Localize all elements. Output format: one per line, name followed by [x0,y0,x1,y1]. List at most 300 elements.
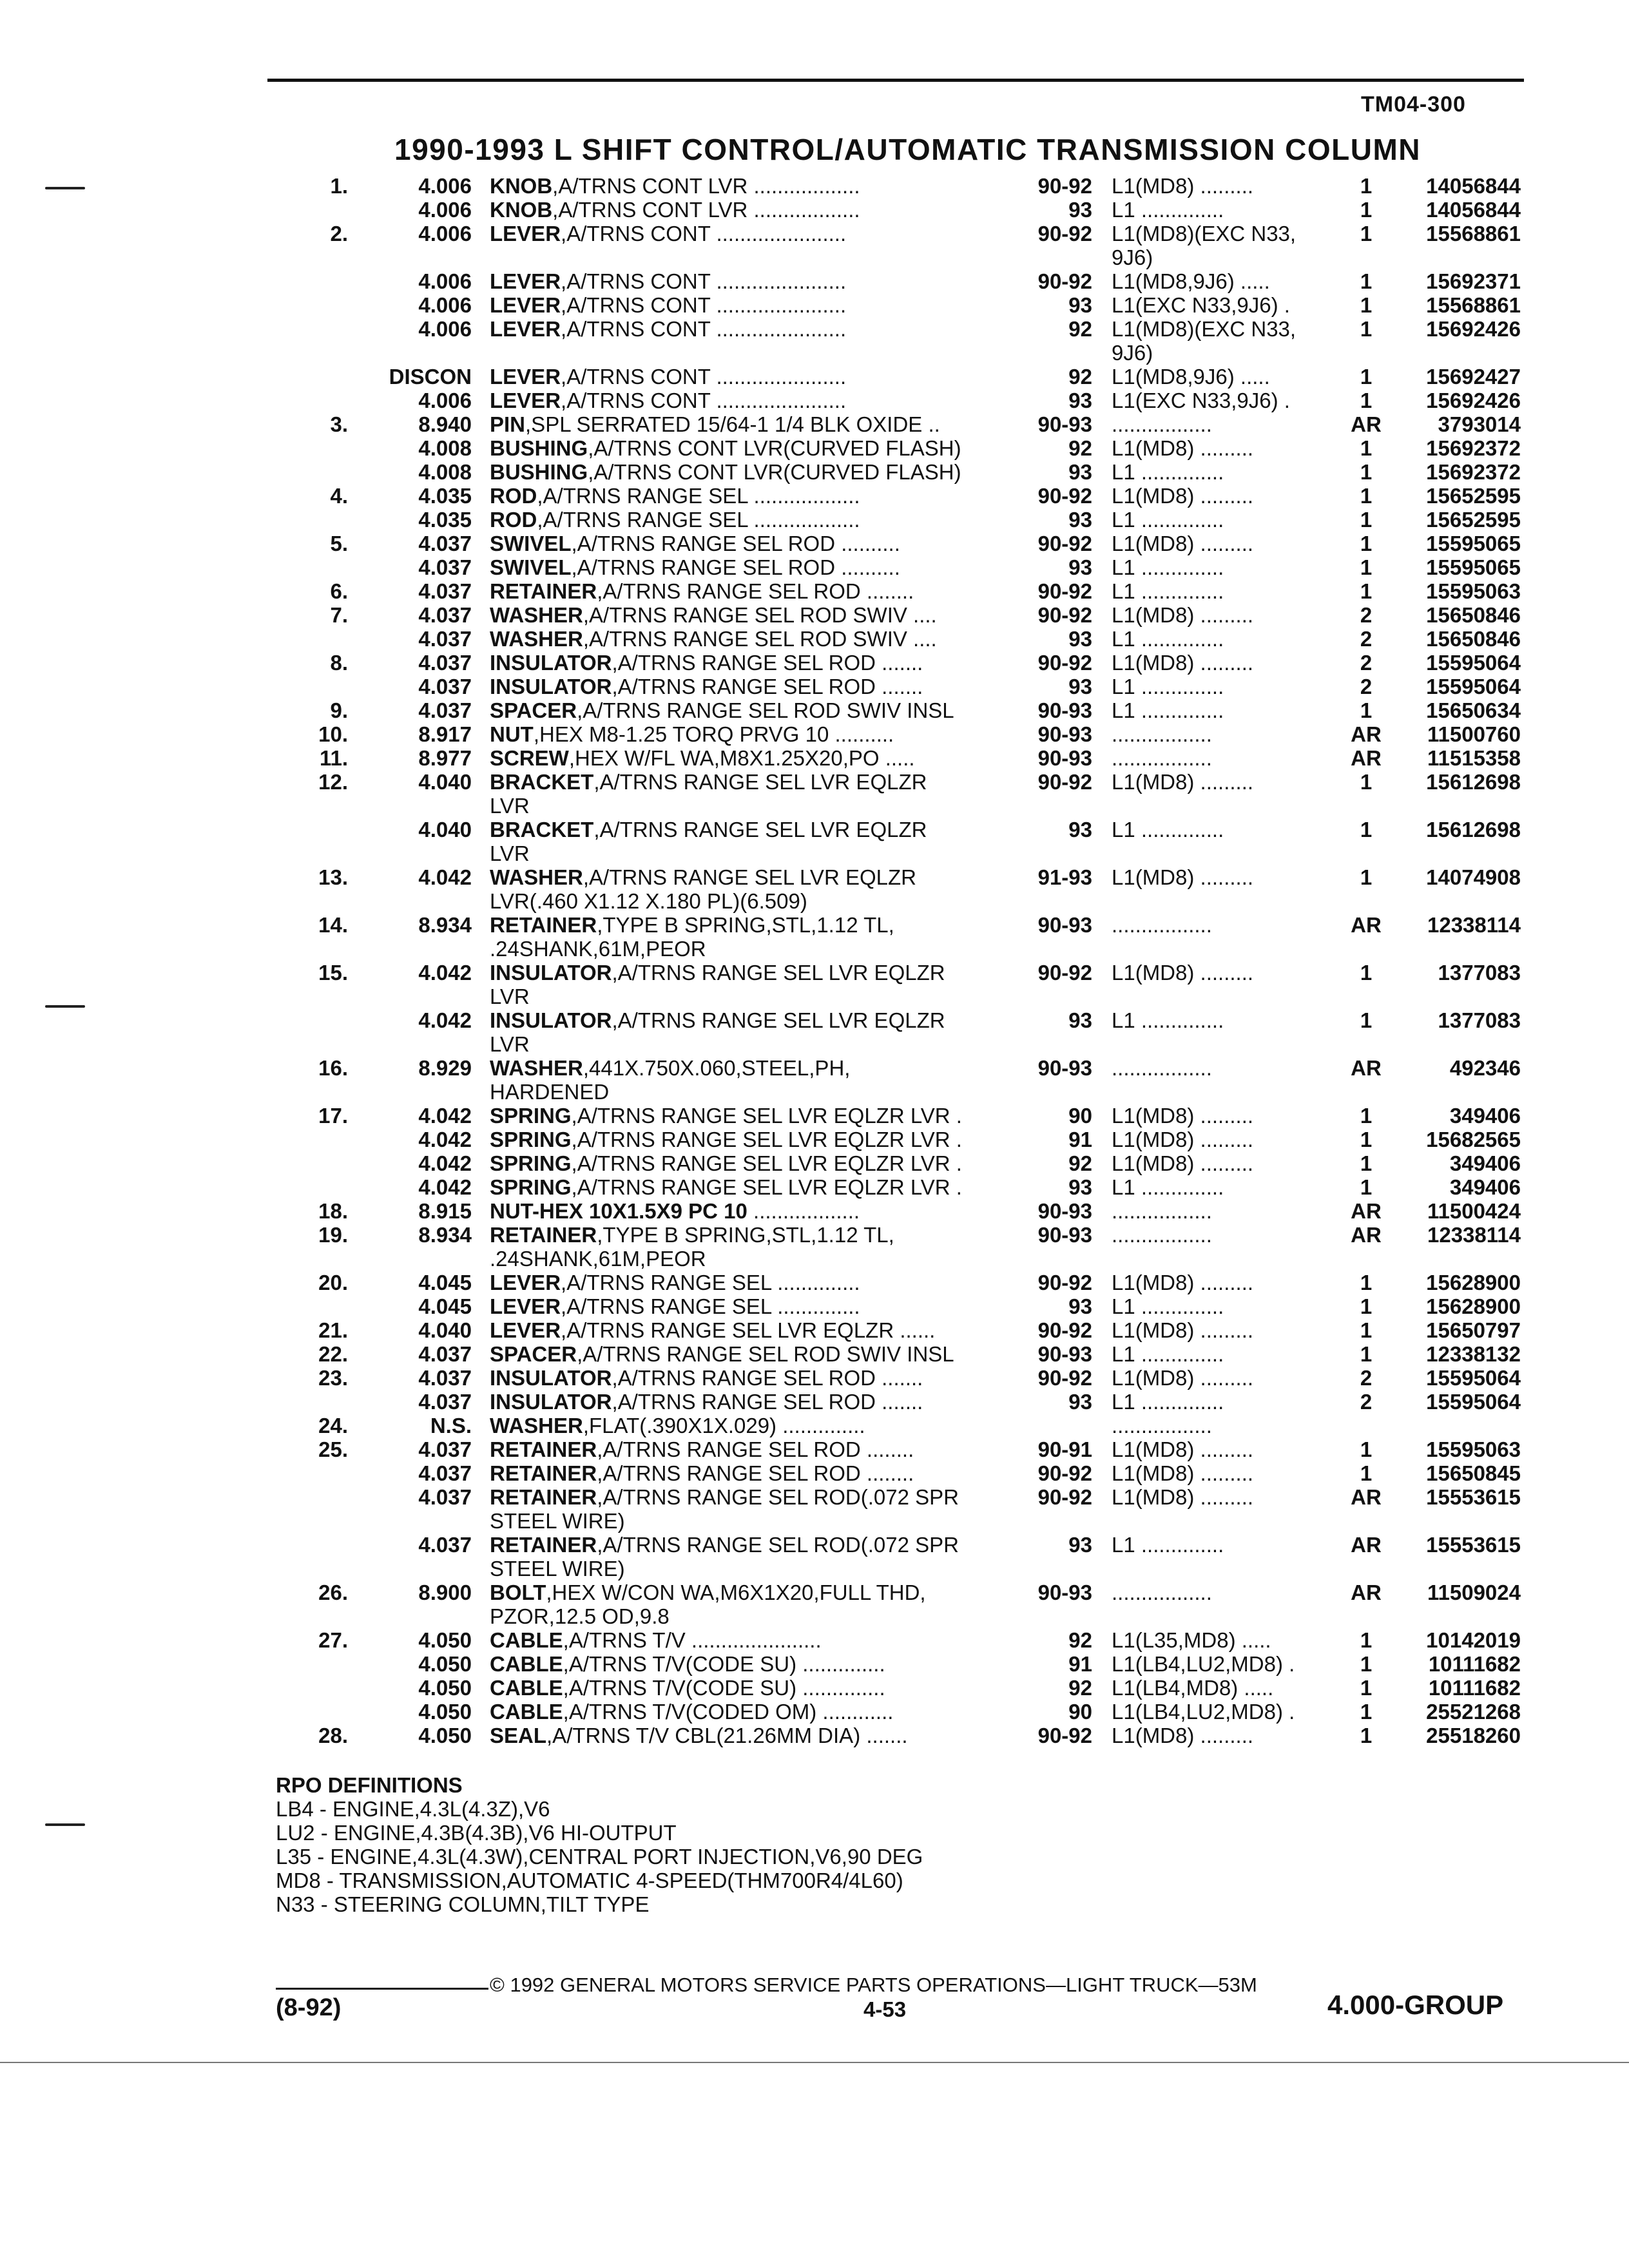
application [1112,460,1334,484]
part-detail: ,SPL SERRATED 15/64-1 1/4 BLK OXIDE .. [525,412,940,436]
application-code: L1(MD8) ......... [1112,1151,1254,1175]
part-detail-continued: LVR(.460 X1.12 X.180 PL)(6.509) [490,889,807,913]
model-years: 90-92 [1037,174,1092,198]
part-row [0,1008,1629,1056]
part-description [490,1581,1012,1628]
part-name: KNOB [490,174,553,198]
part-row [0,1128,1629,1151]
part-description [490,222,1012,245]
quantity: 2 [1360,603,1373,627]
application [1112,293,1334,317]
quantity: 1 [1360,365,1373,389]
part-description [490,293,1012,317]
application [1112,317,1334,365]
part-detail: ,A/TRNS RANGE SEL .................. [537,484,860,508]
quantity: 1 [1360,198,1373,222]
model-years: 90-92 [1037,651,1092,675]
part-name: LEVER [490,269,561,293]
model-years: 92 [1068,1676,1092,1700]
part-row [0,484,1629,508]
part-description [490,389,1012,412]
application-code: L1(MD8) ......... [1112,1485,1254,1509]
application-code: L1(MD8) ......... [1112,174,1254,198]
part-number: 15595064 [1426,651,1521,675]
part-number: 15692427 [1426,365,1521,389]
application [1112,1581,1334,1604]
part-number: 3793014 [1438,412,1521,436]
part-description [490,198,1012,222]
quantity: 2 [1360,1390,1373,1414]
part-detail: ,A/TRNS RANGE SEL ROD .......... [571,532,900,555]
model-years: 90-92 [1037,603,1092,627]
part-detail: ,A/TRNS CONT LVR(CURVED FLASH) [588,436,961,460]
part-number: 15650797 [1426,1318,1521,1342]
group-number: 4.042 [418,1175,472,1199]
model-years: 90 [1068,1700,1092,1724]
part-name: SPRING [490,1104,572,1128]
application [1112,1318,1334,1342]
ref-number: 5. [330,532,348,555]
ref-number: 12. [318,770,348,794]
part-description [490,913,1012,961]
part-name: LEVER [490,317,561,341]
application-code: L1(MD8) ......... [1112,532,1254,555]
part-row [0,1700,1629,1724]
part-description [490,1461,1012,1485]
application-code: L1 .............. [1112,675,1224,698]
part-number: 15692372 [1426,460,1521,484]
ref-number: 9. [330,698,348,722]
application-code-continued: 9J6) [1112,341,1153,365]
part-row [0,1199,1629,1223]
part-number: 10111682 [1428,1652,1521,1676]
part-detail: ,A/TRNS RANGE SEL LVR EQLZR LVR . [571,1104,962,1128]
application-code: L1 .............. [1112,1342,1224,1366]
application-code: L1(MD8) ......... [1112,603,1254,627]
application [1112,1461,1334,1485]
group-number: 4.040 [418,818,472,841]
part-name: CABLE [490,1652,563,1676]
document-number: TM04-300 [1361,92,1466,117]
part-name: ROD [490,484,537,508]
part-number: 11509024 [1427,1581,1521,1604]
part-number: 1377083 [1438,961,1521,985]
quantity: 1 [1360,1318,1373,1342]
part-detail: ,A/TRNS CONT ...................... [561,389,847,412]
quantity: 1 [1360,555,1373,579]
group-number: 4.037 [418,1366,472,1390]
part-name: LEVER [490,1318,561,1342]
part-number: 12338132 [1426,1342,1521,1366]
part-number: 15595065 [1426,555,1521,579]
part-number: 15650845 [1426,1461,1521,1485]
model-years: 91 [1068,1128,1092,1151]
rpo-item: LU2 - ENGINE,4.3B(4.3B),V6 HI-OUTPUT [276,1821,677,1845]
quantity: 1 [1360,961,1373,985]
group-number: 4.006 [418,198,472,222]
part-number: 15692426 [1426,317,1521,341]
copyright-notice: © 1992 GENERAL MOTORS SERVICE PARTS OPERATIONS—LIGHT TRUCK—53M [490,1974,1257,1996]
part-row [0,1581,1629,1628]
model-years: 93 [1068,1175,1092,1199]
application-code: L1(MD8)(EXC N33, [1112,317,1296,341]
group-number: 4.037 [418,1485,472,1509]
model-years: 93 [1068,508,1092,532]
quantity: 1 [1360,818,1373,841]
application-code: L1 .............. [1112,1390,1224,1414]
group-number: 4.042 [418,1151,472,1175]
application-code: ................. [1112,1056,1212,1080]
model-years: 90-93 [1037,1342,1092,1366]
part-row [0,198,1629,222]
part-name: WASHER [490,603,583,627]
application-code: L1(LB4,LU2,MD8) . [1112,1700,1295,1724]
bottom-rule [0,2062,1629,2063]
part-number: 11500424 [1427,1199,1521,1223]
application [1112,675,1334,698]
application [1112,1390,1334,1414]
model-years: 90-92 [1037,269,1092,293]
part-row [0,1271,1629,1294]
part-detail: ,A/TRNS RANGE SEL LVR EQLZR [593,818,927,841]
model-years: 90-93 [1037,913,1092,937]
part-row [0,1390,1629,1414]
part-number: 15553615 [1426,1533,1521,1557]
group-label: 4.000-GROUP [1327,1990,1504,2020]
part-row [0,1437,1629,1461]
part-name: WASHER [490,627,583,651]
part-number: 1377083 [1438,1008,1521,1032]
quantity: 2 [1360,651,1373,675]
part-description [490,627,1012,651]
application [1112,1175,1334,1199]
application-code: L1(L35,MD8) ..... [1112,1628,1271,1652]
part-number: 15650846 [1426,603,1521,627]
part-name: RETAINER [490,1485,597,1509]
part-name: BRACKET [490,818,594,841]
part-row [0,579,1629,603]
group-number: 4.040 [418,1318,472,1342]
part-name: INSULATOR [490,1390,612,1414]
part-number: 25518260 [1426,1724,1521,1747]
group-number: 4.037 [418,1461,472,1485]
part-name: RETAINER [490,1437,597,1461]
ref-number: 28. [318,1724,348,1747]
part-name: LEVER [490,365,561,389]
application-code: L1(MD8) ......... [1112,1437,1254,1461]
part-description [490,1318,1012,1342]
part-description [490,1533,1012,1581]
part-row [0,1414,1629,1437]
part-row [0,460,1629,484]
part-row [0,1485,1629,1533]
model-years: 90-92 [1037,770,1092,794]
part-name: NUT-HEX 10X1.5X9 PC 10 [490,1199,747,1223]
model-years: 92 [1068,436,1092,460]
application-code: L1(MD8) ......... [1112,961,1254,985]
model-years: 92 [1068,317,1092,341]
part-detail: ,A/TRNS RANGE SEL LVR EQLZR LVR . [571,1128,962,1151]
part-name: INSULATOR [490,651,612,675]
model-years: 90-92 [1037,222,1092,245]
ref-number: 3. [330,412,348,436]
part-detail-continued: LVR [490,985,530,1008]
application-code: L1 .............. [1112,1008,1224,1032]
part-description [490,1414,1012,1437]
quantity: 1 [1360,1676,1373,1700]
quantity: AR [1351,1223,1382,1247]
part-number: 11500760 [1427,722,1521,746]
part-description [490,770,1012,818]
part-row [0,603,1629,627]
part-description [490,1008,1012,1056]
quantity: 1 [1360,1294,1373,1318]
application [1112,269,1334,293]
part-row [0,651,1629,675]
part-detail: ,A/TRNS RANGE SEL LVR EQLZR LVR . [571,1151,962,1175]
part-number: 349406 [1449,1151,1521,1175]
model-years: 90-92 [1037,961,1092,985]
group-number: 4.040 [418,770,472,794]
part-row [0,269,1629,293]
part-detail: ,A/TRNS RANGE SEL ROD ....... [612,1366,923,1390]
part-number: 15595064 [1426,675,1521,698]
ref-number: 15. [318,961,348,985]
application-code: ................. [1112,1223,1212,1247]
part-name: WASHER [490,1414,583,1437]
part-number: 10142019 [1426,1628,1521,1652]
part-row [0,1151,1629,1175]
group-number: 4.037 [418,1437,472,1461]
part-description [490,1485,1012,1533]
part-name: BUSHING [490,460,588,484]
part-detail: ,A/TRNS T/V CBL(21.26MM DIA) ....... [546,1724,908,1747]
part-number: 14056844 [1426,198,1521,222]
part-number: 15652595 [1426,508,1521,532]
part-number: 15595063 [1426,1437,1521,1461]
part-detail: ,TYPE B SPRING,STL,1.12 TL, [597,913,894,937]
part-name: LEVER [490,293,561,317]
model-years: 93 [1068,389,1092,412]
part-row [0,1104,1629,1128]
application-code: ................. [1112,1581,1212,1604]
part-row [0,293,1629,317]
application [1112,1008,1334,1032]
part-detail: ,A/TRNS RANGE SEL .............. [561,1294,860,1318]
part-description [490,532,1012,555]
quantity: 1 [1360,698,1373,722]
application [1112,1724,1334,1747]
group-number: 4.006 [418,269,472,293]
quantity: 1 [1360,865,1373,889]
quantity: 2 [1360,675,1373,698]
part-detail: ,A/TRNS RANGE SEL ROD .......... [571,555,900,579]
model-years: 90-92 [1037,484,1092,508]
part-row [0,436,1629,460]
part-description [490,365,1012,389]
application-code: L1 .............. [1112,579,1224,603]
application-code: L1 .............. [1112,508,1224,532]
group-number: 4.045 [418,1294,472,1318]
application [1112,1437,1334,1461]
part-description [490,1652,1012,1676]
part-detail: ,A/TRNS CONT LVR(CURVED FLASH) [588,460,961,484]
part-description [490,1700,1012,1724]
application [1112,1056,1334,1080]
application-code: L1(MD8) ......... [1112,770,1254,794]
group-number: 4.037 [418,1390,472,1414]
group-number: 4.008 [418,436,472,460]
part-row [0,1724,1629,1747]
part-name: CABLE [490,1628,563,1652]
part-name: BOLT [490,1581,546,1604]
rpo-item: MD8 - TRANSMISSION,AUTOMATIC 4-SPEED(THM700R4/4L60) [276,1869,903,1892]
part-number: 15612698 [1426,818,1521,841]
model-years: 90-92 [1037,1318,1092,1342]
part-detail-continued: .24SHANK,61M,PEOR [490,937,706,961]
part-row [0,961,1629,1008]
part-row [0,1318,1629,1342]
model-years: 90-92 [1037,579,1092,603]
group-number: 4.042 [418,961,472,985]
quantity: AR [1351,1581,1382,1604]
group-number: 4.035 [418,484,472,508]
part-detail: ,A/TRNS RANGE SEL ROD ....... [612,1390,923,1414]
part-name: BUSHING [490,436,588,460]
group-number: 4.050 [418,1700,472,1724]
part-detail: ,A/TRNS RANGE SEL ROD(.072 SPR [597,1533,959,1557]
quantity: 1 [1360,579,1373,603]
application-code: L1(EXC N33,9J6) . [1112,293,1290,317]
quantity: 1 [1360,508,1373,532]
application [1112,1128,1334,1151]
application-code: L1 .............. [1112,460,1224,484]
part-detail: ,A/TRNS RANGE SEL LVR EQLZR [612,1008,945,1032]
rpo-item: L35 - ENGINE,4.3L(4.3W),CENTRAL PORT INJECTION,V6,90 DEG [276,1845,923,1869]
part-name: INSULATOR [490,1008,612,1032]
application-code: L1 .............. [1112,198,1224,222]
quantity: AR [1351,1056,1382,1080]
group-number: 4.037 [418,532,472,555]
application-code: L1(MD8) ......... [1112,484,1254,508]
part-name: LEVER [490,389,561,412]
part-description [490,1390,1012,1414]
quantity: 1 [1360,1151,1373,1175]
ref-number: 10. [318,722,348,746]
model-years: 93 [1068,555,1092,579]
part-name: INSULATOR [490,1366,612,1390]
application [1112,1652,1334,1676]
quantity: AR [1351,913,1382,937]
model-years: 93 [1068,627,1092,651]
application [1112,412,1334,436]
part-detail: ,A/TRNS RANGE SEL ROD ....... [612,675,923,698]
part-description [490,1676,1012,1700]
application [1112,746,1334,770]
group-number: 4.035 [418,508,472,532]
part-number: 15568861 [1426,293,1521,317]
application [1112,174,1334,198]
quantity: 1 [1360,436,1373,460]
part-number: 15628900 [1426,1271,1521,1294]
binder-hole-mark [45,1823,85,1826]
quantity: 1 [1360,293,1373,317]
part-description [490,317,1012,341]
part-description [490,1151,1012,1175]
application-code: L1(LB4,LU2,MD8) . [1112,1652,1295,1676]
part-description [490,746,1012,770]
group-number: 4.006 [418,389,472,412]
group-number: N.S. [430,1414,472,1437]
model-years: 90-93 [1037,1056,1092,1080]
quantity: AR [1351,746,1382,770]
part-name: KNOB [490,198,553,222]
part-number: 12338114 [1427,1223,1521,1247]
ref-number: 8. [330,651,348,675]
ref-number: 6. [330,579,348,603]
part-name: INSULATOR [490,675,612,698]
part-name: LEVER [490,1294,561,1318]
model-years: 93 [1068,1533,1092,1557]
model-years: 93 [1068,675,1092,698]
quantity: 1 [1360,222,1373,245]
application [1112,198,1334,222]
quantity: 1 [1360,1461,1373,1485]
quantity: 1 [1360,389,1373,412]
part-name: RETAINER [490,1533,597,1557]
part-detail: ,A/TRNS CONT ...................... [561,317,847,341]
model-years: 90-92 [1037,1724,1092,1747]
part-description [490,961,1012,1008]
application [1112,603,1334,627]
group-number: 4.006 [418,222,472,245]
part-description [490,1437,1012,1461]
application [1112,818,1334,841]
group-number: 4.008 [418,460,472,484]
rpo-item: LB4 - ENGINE,4.3L(4.3Z),V6 [276,1797,550,1821]
part-row [0,770,1629,818]
part-row [0,1175,1629,1199]
group-number: 4.045 [418,1271,472,1294]
quantity: 1 [1360,532,1373,555]
group-number: 4.042 [418,1128,472,1151]
application-code: L1(MD8) ......... [1112,1271,1254,1294]
part-description [490,1342,1012,1366]
application [1112,1294,1334,1318]
part-name: RETAINER [490,913,597,937]
part-name: WASHER [490,865,583,889]
part-description [490,651,1012,675]
part-detail: .................. [747,1199,860,1223]
model-years: 93 [1068,198,1092,222]
ref-number: 25. [318,1437,348,1461]
application-code: L1(MD8) ......... [1112,651,1254,675]
part-name: BRACKET [490,770,594,794]
quantity: 1 [1360,1342,1373,1366]
part-detail-continued: PZOR,12.5 OD,9.8 [490,1604,670,1628]
part-description [490,1366,1012,1390]
application-code: L1(MD8,9J6) ..... [1112,365,1270,389]
application-code: L1 .............. [1112,1533,1224,1557]
application-code: L1(MD8) ......... [1112,1461,1254,1485]
ref-number: 19. [318,1223,348,1247]
model-years: 90-93 [1037,1223,1092,1247]
group-number: 8.934 [418,913,472,937]
application-code: L1(MD8) ......... [1112,1128,1254,1151]
part-number: 15568861 [1426,222,1521,245]
part-row [0,627,1629,651]
quantity: 1 [1360,1008,1373,1032]
